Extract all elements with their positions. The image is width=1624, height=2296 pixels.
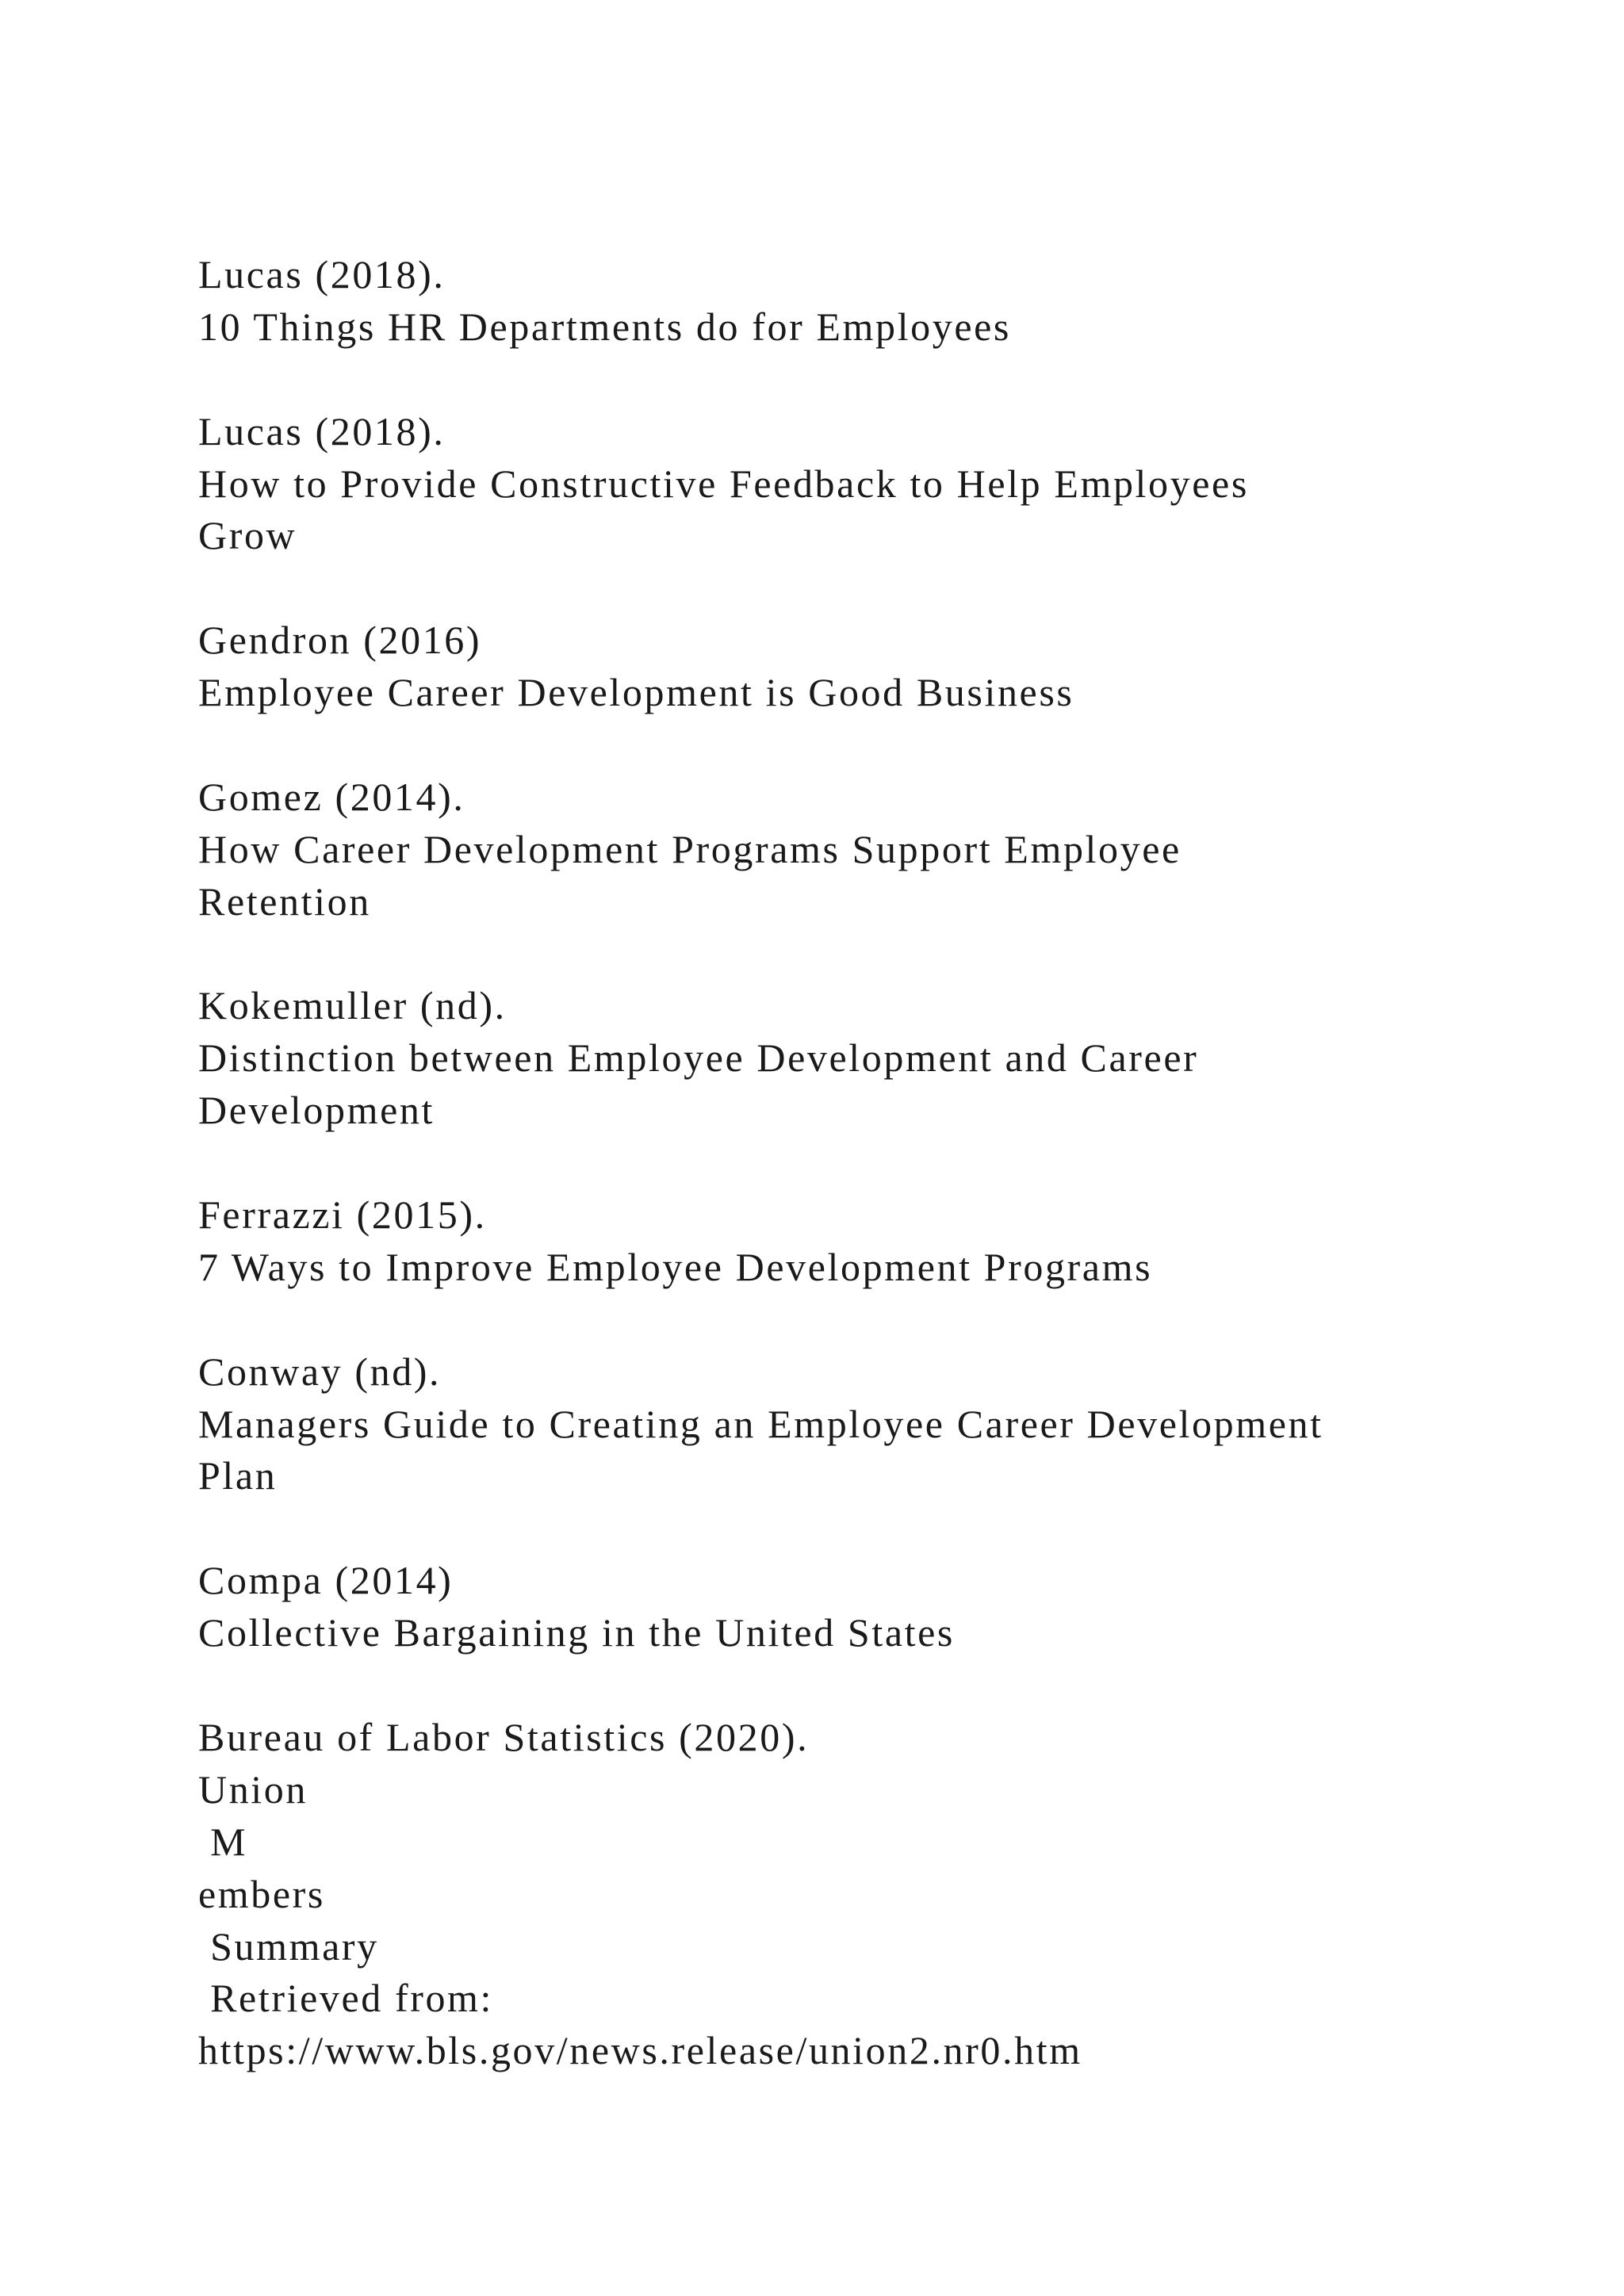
reference-list: [198, 249, 1546, 2077]
text-line: Distinction between Employee Development and Career: [198, 1035, 1199, 1081]
text-line: Collective Bargaining in the United States: [198, 1610, 955, 1655]
text-line: 10 Things HR Departments do for Employees: [198, 304, 1011, 349]
text-line: Lucas (2018).: [198, 252, 446, 297]
text-line: Lucas (2018).: [198, 408, 446, 453]
text-line: M: [198, 1819, 248, 1864]
blank-line: [198, 1294, 1546, 1346]
text-line: Development: [198, 1088, 435, 1133]
text-line: Conway (nd).: [198, 1349, 442, 1394]
blank-line: [198, 562, 1546, 614]
text-line: How Career Development Programs Support Employee: [198, 826, 1182, 871]
text-line: Bureau of Labor Statistics (2020).: [198, 1714, 810, 1759]
blank-line: [198, 1502, 1546, 1555]
text-line: Grow: [198, 513, 297, 558]
text-line: Ferrazzi (2015).: [198, 1192, 487, 1238]
text-line: Plan: [198, 1453, 278, 1498]
text-line: Compa (2014): [198, 1558, 454, 1603]
text-line: Gomez (2014).: [198, 774, 465, 819]
text-line: Union: [198, 1766, 308, 1812]
text-line: Gendron (2016): [198, 618, 482, 663]
blank-line: [198, 354, 1546, 406]
url-line: https://www.bls.gov/news.release/union2.nr0.htm: [198, 2028, 1082, 2073]
blank-line: [198, 928, 1546, 981]
text-line: 7 Ways to Improve Employee Development Programs: [198, 1244, 1153, 1289]
text-line: Summary: [198, 1923, 379, 1969]
blank-line: [198, 719, 1546, 771]
text-line: embers: [198, 1871, 325, 1916]
text-line: How to Provide Constructive Feedback to Help Employees: [198, 461, 1249, 506]
text-line: Kokemuller (nd).: [198, 983, 507, 1028]
text-line: Retrieved from:: [198, 1976, 494, 2021]
blank-line: [198, 1659, 1546, 1712]
text-line: Retention: [198, 878, 371, 924]
blank-line: [198, 1137, 1546, 1189]
text-line: Managers Guide to Creating an Employee Career Development: [198, 1401, 1323, 1446]
text-line: Employee Career Development is Good Business: [198, 670, 1074, 715]
